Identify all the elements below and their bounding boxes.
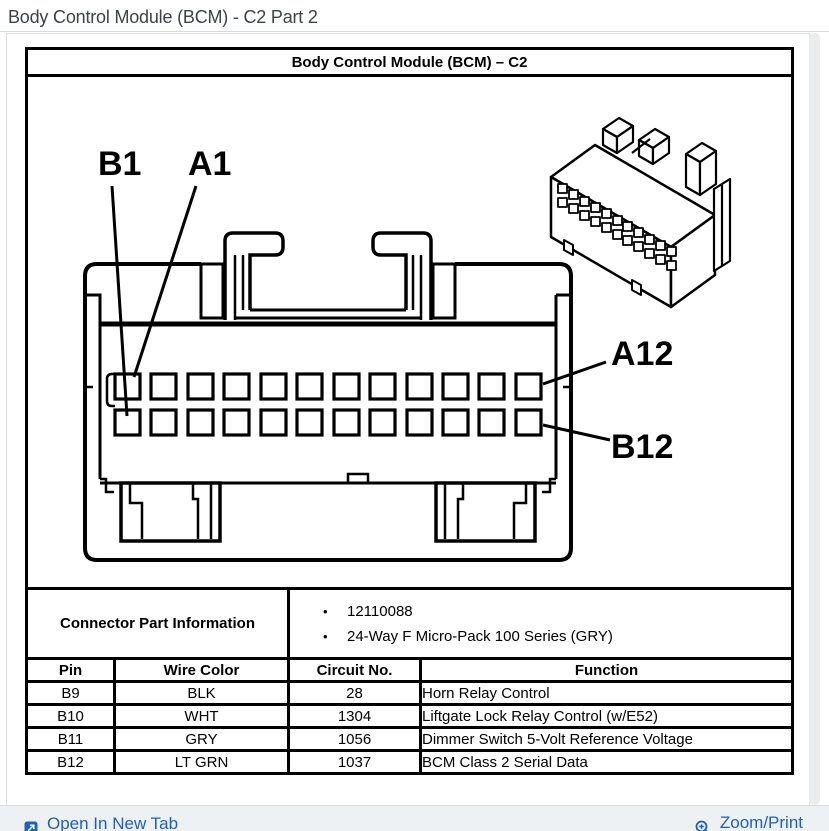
a12-label: A12 <box>611 335 674 373</box>
pin-table-header-row <box>27 659 793 682</box>
circuit-cell: 1304 <box>289 705 421 728</box>
pin-cell: B9 <box>27 682 115 705</box>
part-info-label: Connector Part Information <box>27 589 289 659</box>
table-row <box>27 728 793 751</box>
page-title: Body Control Module (BCM) - C2 Part 2 <box>8 7 318 27</box>
title-separator <box>0 31 829 32</box>
pin <box>370 374 395 399</box>
pin <box>261 374 286 399</box>
connector-diagram-svg <box>28 77 788 587</box>
zoom-print-link[interactable] <box>695 813 803 831</box>
wire-cell: LT GRN <box>115 751 289 774</box>
pin <box>334 374 359 399</box>
function-cell: Horn Relay Control <box>421 682 793 705</box>
table-row <box>27 751 793 774</box>
pin <box>224 410 249 435</box>
pin <box>188 374 213 399</box>
vertical-scrollbar[interactable] <box>809 33 820 805</box>
pin-cell: B11 <box>27 728 115 751</box>
pin <box>516 374 541 399</box>
circuit-cell: 28 <box>289 682 421 705</box>
schematic-table <box>25 47 794 775</box>
bottom-latch-left <box>121 483 220 541</box>
top-latches <box>201 233 455 320</box>
pin <box>224 374 249 399</box>
pin <box>407 410 432 435</box>
leader-lines <box>112 186 610 440</box>
pin <box>479 374 504 399</box>
open-in-new-tab-label: Open In New Tab <box>47 814 179 831</box>
pin <box>479 410 504 435</box>
pin <box>115 374 140 399</box>
function-cell: Liftgate Lock Relay Control (w/E52) <box>421 705 793 728</box>
pin <box>516 410 541 435</box>
part-info-number: 12110088 <box>347 602 413 620</box>
pin <box>297 374 322 399</box>
table-row <box>27 682 793 705</box>
pin <box>370 410 395 435</box>
part-info-list <box>289 589 793 659</box>
pin <box>407 374 432 399</box>
function-cell: Dimmer Switch 5-Volt Reference Voltage <box>421 728 793 751</box>
function-cell: BCM Class 2 Serial Data <box>421 751 793 774</box>
zoom-print-label: Zoom/Print <box>719 813 803 831</box>
3d-side-clip <box>714 179 730 271</box>
b12-leader-line <box>543 425 610 440</box>
col-header-wire: Wire Color <box>115 659 289 682</box>
a12-leader-line <box>543 362 606 384</box>
pin <box>443 374 468 399</box>
open-in-new-tab-link[interactable] <box>24 814 178 831</box>
col-header-circuit: Circuit No. <box>289 659 421 682</box>
zoom-plus-icon <box>695 820 711 831</box>
col-header-function: Function <box>421 659 793 682</box>
a1-label: A1 <box>188 145 232 183</box>
pin-row-b <box>115 410 541 435</box>
bottom-latch-right <box>436 483 535 541</box>
pin <box>261 410 286 435</box>
connector-3d-view <box>551 118 730 307</box>
pin-row-a <box>115 374 541 399</box>
bullet-icon: • <box>323 603 328 619</box>
table-row <box>27 705 793 728</box>
diagram-title: Body Control Module (BCM) – C2 <box>27 49 793 76</box>
pin <box>443 410 468 435</box>
b12-label: B12 <box>611 428 674 466</box>
b1-label: B1 <box>98 145 142 183</box>
diagram-cell <box>27 76 793 589</box>
pin <box>188 410 213 435</box>
part-info-item <box>290 599 791 624</box>
pin <box>297 410 322 435</box>
wire-cell: GRY <box>115 728 289 751</box>
pin <box>334 410 359 435</box>
bullet-icon: • <box>323 628 328 644</box>
wire-cell: BLK <box>115 682 289 705</box>
pin-cell: B10 <box>27 705 115 728</box>
circuit-cell: 1037 <box>289 751 421 774</box>
pin <box>151 410 176 435</box>
open-in-new-tab-icon <box>24 821 38 831</box>
pin-cell: B12 <box>27 751 115 774</box>
a1-leader-line <box>134 186 196 377</box>
part-info-item <box>290 624 791 649</box>
circuit-cell: 1056 <box>289 728 421 751</box>
col-header-pin: Pin <box>27 659 115 682</box>
part-info-series: 24-Way F Micro-Pack 100 Series (GRY) <box>347 627 613 645</box>
pin <box>151 374 176 399</box>
wire-cell: WHT <box>115 705 289 728</box>
